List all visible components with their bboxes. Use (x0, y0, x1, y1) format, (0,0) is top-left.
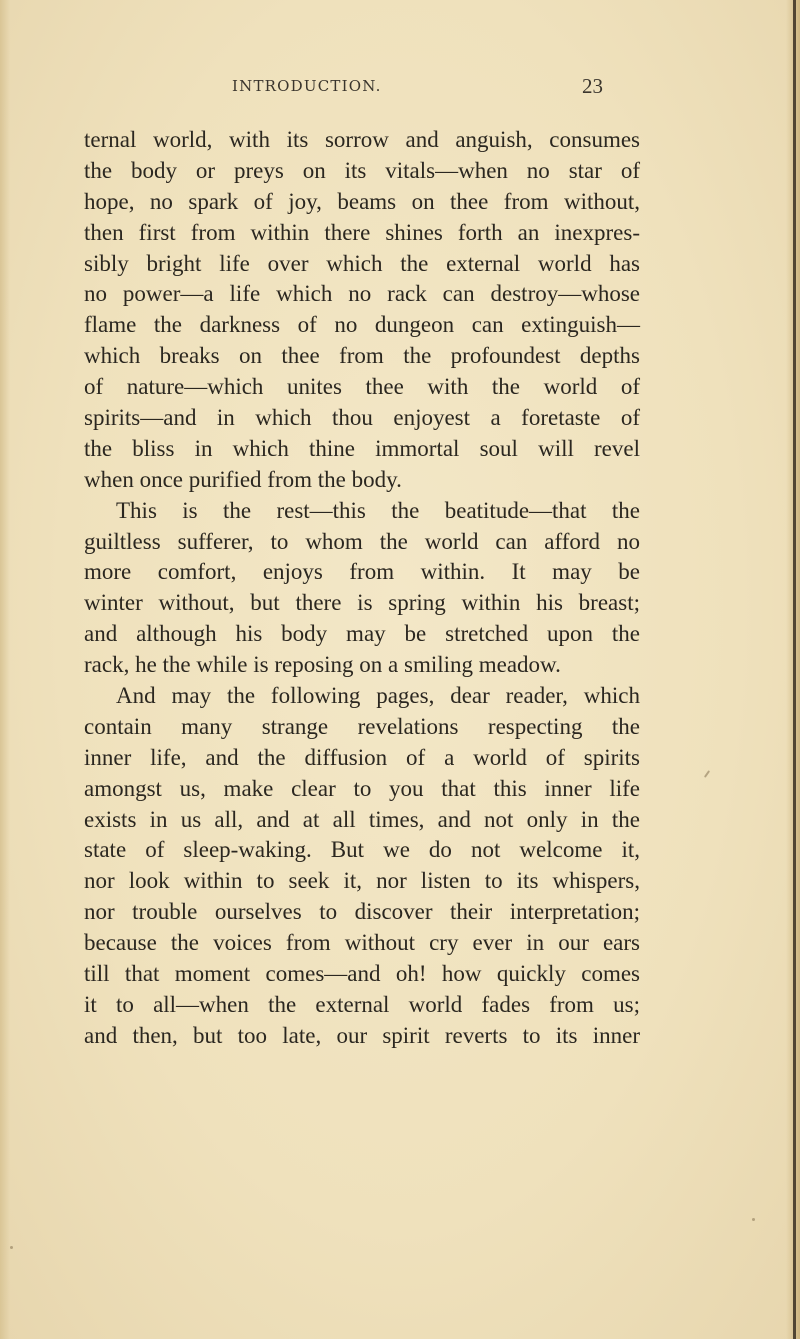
paper-speck (752, 1218, 755, 1221)
paper-speck (10, 1246, 13, 1249)
text-line: flame the darkness of no dungeon can extinguish— (84, 312, 640, 338)
text-line: it to all—when the external world fades from us; (84, 991, 640, 1017)
text-line: contain many strange revelations respecting the (84, 713, 640, 739)
text-line: amongst us, make clear to you that this inner life (84, 775, 640, 801)
text-line: no power—a life which no rack can destroy—whose (84, 281, 640, 307)
text-line: because the voices from without cry ever in our ears (84, 930, 640, 956)
text-line: till that moment comes—and oh! how quickly comes (84, 961, 640, 987)
text-line: of nature—which unites thee with the world of (84, 374, 640, 400)
running-head: INTRODUCTION. (232, 77, 382, 95)
text-line: winter without, but there is spring within his breast; (84, 590, 640, 616)
text-line: state of sleep-waking. But we do not welcome it, (84, 837, 640, 863)
text-line: rack, he the while is reposing on a smiling meadow. (84, 652, 561, 678)
text-line: more comfort, enjoys from within. It may be (84, 559, 640, 585)
page-header (0, 74, 800, 107)
text-line: exists in us all, and at all times, and not only in the (84, 806, 640, 832)
text-line: and then, but too late, our spirit reverts to its inner (84, 1022, 640, 1048)
text-line: nor trouble ourselves to discover their interpretation; (84, 899, 640, 925)
text-line: and although his body may be stretched upon the (84, 621, 640, 647)
page-gutter-line (793, 0, 796, 1339)
text-line: hope, no spark of joy, beams on thee from without, (84, 188, 640, 214)
text-line: This is the rest—this the beatitude—that the (116, 497, 640, 523)
text-line: And may the following pages, dear reader, which (116, 683, 640, 709)
text-line: nor look within to seek it, nor listen to its whispers, (84, 868, 640, 894)
text-line: the bliss in which thine immortal soul will revel (84, 435, 640, 461)
text-line: inner life, and the diffusion of a world of spirits (84, 744, 640, 770)
text-line: then first from within there shines forth an inexpres- (84, 219, 640, 245)
text-line: sibly bright life over which the external world has (84, 250, 640, 276)
text-line: spirits—and in which thou enjoyest a foretaste of (84, 405, 640, 431)
page-number: 23 (582, 74, 603, 98)
page-left-edge (0, 0, 10, 1339)
body-text (84, 125, 640, 1052)
text-line: which breaks on thee from the profoundest depths (84, 343, 640, 369)
text-line: when once purified from the body. (84, 466, 402, 492)
text-line: guiltless sufferer, to whom the world can afford no (84, 528, 640, 554)
text-line: the body or preys on its vitals—when no star of (84, 157, 640, 183)
paper-speck (704, 770, 710, 778)
text-line: ternal world, with its sorrow and anguish, consumes (84, 127, 640, 152)
